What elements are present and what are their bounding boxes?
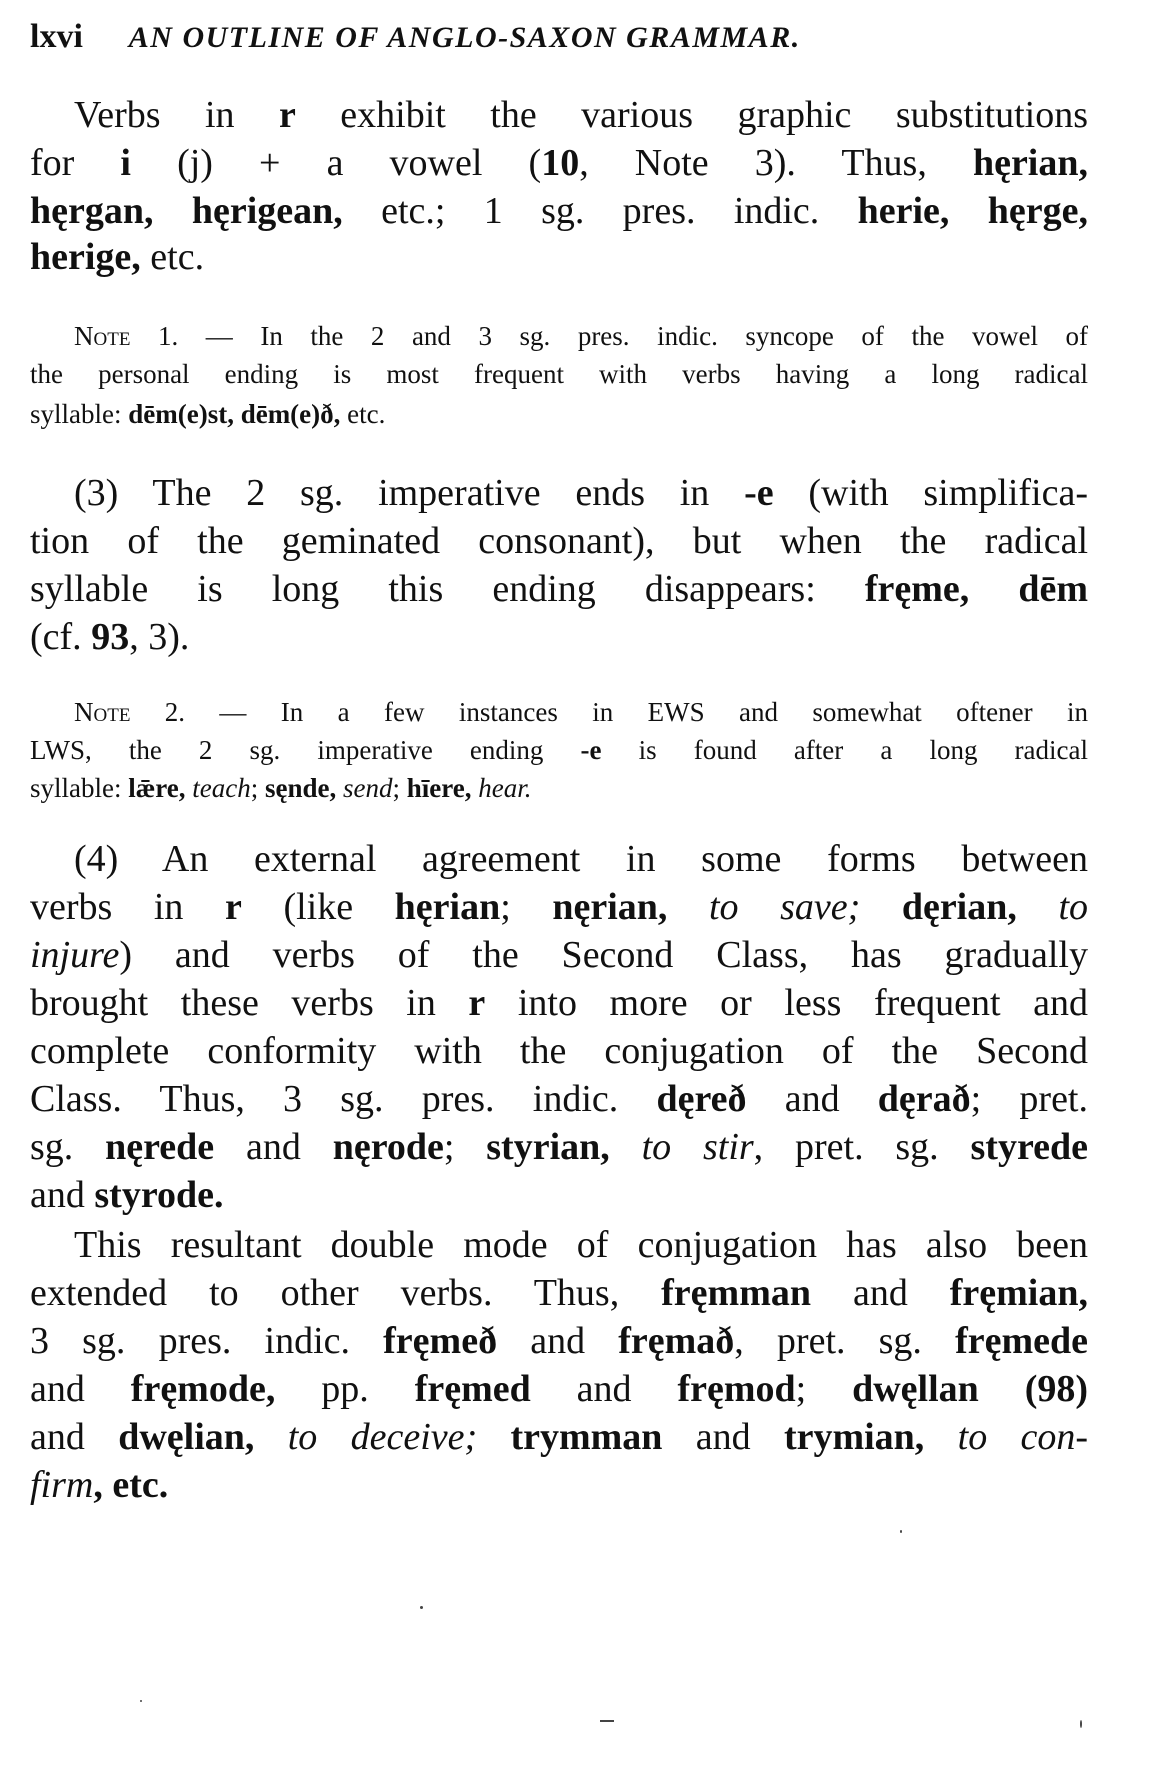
text: — In a few instances in EWS and somewhat oftener in: [185, 697, 1088, 727]
bold-term: fręmed: [414, 1368, 531, 1410]
text: ;: [392, 773, 407, 803]
para5-line6: [30, 1462, 1088, 1508]
para4-line3: [30, 932, 1088, 978]
bold-term: r: [278, 94, 296, 136]
para4-line1: (4) An external agreement in some forms between: [74, 838, 1088, 880]
text: Verbs in: [74, 94, 279, 136]
text: verbs in: [30, 886, 225, 928]
para4-line2: [30, 884, 1088, 930]
bold-term: i: [120, 142, 131, 184]
bold-term: herige,: [30, 236, 141, 278]
bold-term: r: [468, 982, 486, 1024]
text: [1017, 886, 1059, 928]
text: LWS, the 2 sg. imperative ending: [30, 735, 581, 765]
bold-term: r: [225, 886, 242, 928]
text: and: [811, 1272, 950, 1314]
scan-speck: [1080, 1720, 1082, 1728]
bold-term: fręmod: [677, 1368, 796, 1410]
para1-line2: [30, 140, 1088, 186]
text: syllable:: [30, 773, 129, 803]
gloss: injure: [30, 934, 120, 976]
text: (like: [241, 886, 395, 928]
bold-term: fręme, dēm: [864, 568, 1089, 610]
bold-term: styrede: [970, 1126, 1089, 1168]
bold-term: dwęllan (98): [852, 1368, 1089, 1410]
para3-line4: [30, 614, 1088, 660]
section-ref: 93: [91, 616, 130, 658]
text: ;: [500, 886, 553, 928]
text: and: [497, 1320, 619, 1362]
bold-term: -e: [744, 472, 774, 514]
text: [860, 886, 902, 928]
note-label: Note 1.: [74, 321, 179, 351]
text: ;: [443, 1126, 487, 1168]
text: brought these verbs in: [30, 982, 469, 1024]
para5-line4: [30, 1366, 1088, 1412]
note1-line2: the personal ending is most frequent with verbs having a long radical: [30, 359, 1088, 389]
gloss: to stir: [641, 1126, 754, 1168]
gloss: to: [1058, 886, 1088, 928]
text: [610, 1126, 642, 1168]
bold-term: herie, hęrge,: [857, 190, 1088, 232]
bold-term: trymian,: [783, 1416, 925, 1458]
text: and: [30, 1416, 119, 1458]
para5-line2: [30, 1270, 1088, 1316]
text: — In the 2 and 3 sg. pres. indic. syncope of the vowel of: [178, 321, 1088, 351]
para1-line3: [30, 188, 1088, 234]
text: , pret. sg.: [753, 1126, 971, 1168]
bold-term: styrian,: [486, 1126, 610, 1168]
text: [254, 1416, 287, 1458]
bold-term: fręmman: [661, 1272, 811, 1314]
bold-term: fręmian,: [949, 1272, 1088, 1314]
para4-line7: [30, 1124, 1088, 1170]
text: (3) The 2 sg. imperative ends in: [74, 472, 745, 514]
text: ;: [795, 1368, 853, 1410]
text: for: [30, 142, 121, 184]
text: [667, 886, 709, 928]
bold-term: dęrian,: [901, 886, 1017, 928]
bold-term: nęrian,: [552, 886, 668, 928]
gloss: hear.: [478, 773, 532, 803]
gloss: teach: [192, 773, 251, 803]
text: (j) + a vowel (: [130, 142, 542, 184]
bold-term: -e: [580, 735, 602, 765]
text: and: [746, 1078, 878, 1120]
text: syllable is long this ending disappears:: [30, 568, 865, 610]
para5-line1: This resultant double mode of conjugation has also been: [74, 1224, 1088, 1266]
bold-term: hīere,: [406, 773, 472, 803]
bold-term: hęrian,: [972, 142, 1088, 184]
bold-term: hęrian: [394, 886, 501, 928]
text: ; pret.: [970, 1078, 1088, 1120]
para3-line3: [30, 566, 1088, 612]
note2-line2: [30, 732, 1088, 768]
text: exhibit the various graphic substitutions: [295, 94, 1088, 136]
bold-term: styrode.: [94, 1174, 224, 1216]
para4-line8: [30, 1172, 1088, 1218]
bold-term: dwęlian,: [118, 1416, 255, 1458]
note2-line3: [30, 770, 1088, 806]
text: sg.: [30, 1126, 106, 1168]
text: (with simplifica-: [773, 472, 1088, 514]
para5-line5: [30, 1414, 1088, 1460]
note-label: Note 2.: [74, 697, 186, 727]
bold-term: fręmeð: [383, 1320, 498, 1362]
bold-term: trymman: [510, 1416, 663, 1458]
text: etc.; 1 sg. pres. indic.: [342, 190, 858, 232]
text: and: [30, 1174, 95, 1216]
para3-line1: [74, 470, 1088, 516]
gloss: send: [342, 773, 393, 803]
text: and: [662, 1416, 784, 1458]
note1-line3: [30, 396, 1088, 432]
scan-speck: [900, 1530, 902, 1533]
page-header: [30, 18, 1090, 56]
para1-line4: [30, 234, 1088, 280]
gloss: to deceive;: [287, 1416, 478, 1458]
scan-speck: [600, 1720, 614, 1722]
running-title: AN OUTLINE OF ANGLO-SAXON GRAMMAR.: [128, 21, 801, 54]
text: ) and verbs of the Second Class, has gradually: [119, 934, 1088, 976]
section-ref: 10: [541, 142, 580, 184]
text: etc.: [140, 236, 205, 278]
bold-term: dēm(e)st, dēm(e)ð,: [128, 399, 341, 429]
gloss: firm: [30, 1464, 94, 1506]
text: ;: [250, 773, 265, 803]
para4-line4: [30, 980, 1088, 1026]
text: [336, 773, 343, 803]
text: (cf.: [30, 616, 92, 658]
scan-speck: [140, 1700, 142, 1702]
para3-line2: tion of the geminated consonant), but when the radical: [30, 520, 1088, 562]
text: extended to other verbs. Thus,: [30, 1272, 662, 1314]
note2-line1: [74, 694, 1088, 730]
bold-term: sęnde,: [264, 773, 337, 803]
text: syllable:: [30, 399, 129, 429]
gloss: to con-: [957, 1416, 1089, 1458]
text: Class. Thus, 3 sg. pres. indic.: [30, 1078, 657, 1120]
bold-term: lǣre,: [128, 773, 186, 803]
text: and: [530, 1368, 678, 1410]
text: and: [30, 1368, 131, 1410]
text: , etc.: [93, 1464, 169, 1506]
text: etc.: [340, 399, 386, 429]
text: is found after a long radical: [601, 735, 1089, 765]
scan-speck: [420, 1606, 423, 1609]
gloss: to save;: [708, 886, 861, 928]
text: pp.: [275, 1368, 415, 1410]
text: , pret. sg.: [734, 1320, 956, 1362]
text: , Note 3). Thus,: [579, 142, 973, 184]
page-number: lxvi: [30, 18, 83, 55]
bold-term: nęrode: [332, 1126, 444, 1168]
para1-line1: [74, 92, 1088, 138]
text: , 3).: [129, 616, 190, 658]
para5-line3: [30, 1318, 1088, 1364]
bold-term: fręmode,: [130, 1368, 276, 1410]
text: [924, 1416, 957, 1458]
para4-line6: [30, 1076, 1088, 1122]
bold-term: nęrede: [105, 1126, 215, 1168]
text: and: [214, 1126, 333, 1168]
bold-term: fręmede: [955, 1320, 1088, 1362]
bold-term: dęreð: [656, 1078, 747, 1120]
para4-line5: complete conformity with the conjugation of the Second: [30, 1030, 1088, 1072]
text: [477, 1416, 510, 1458]
bold-term: fręmað: [618, 1320, 735, 1362]
text: into more or less frequent and: [485, 982, 1089, 1024]
bold-term: hęrgan, hęrigean,: [30, 190, 343, 232]
text: 3 sg. pres. indic.: [30, 1320, 384, 1362]
note1-line1: [74, 318, 1088, 354]
bold-term: dęrað: [877, 1078, 971, 1120]
